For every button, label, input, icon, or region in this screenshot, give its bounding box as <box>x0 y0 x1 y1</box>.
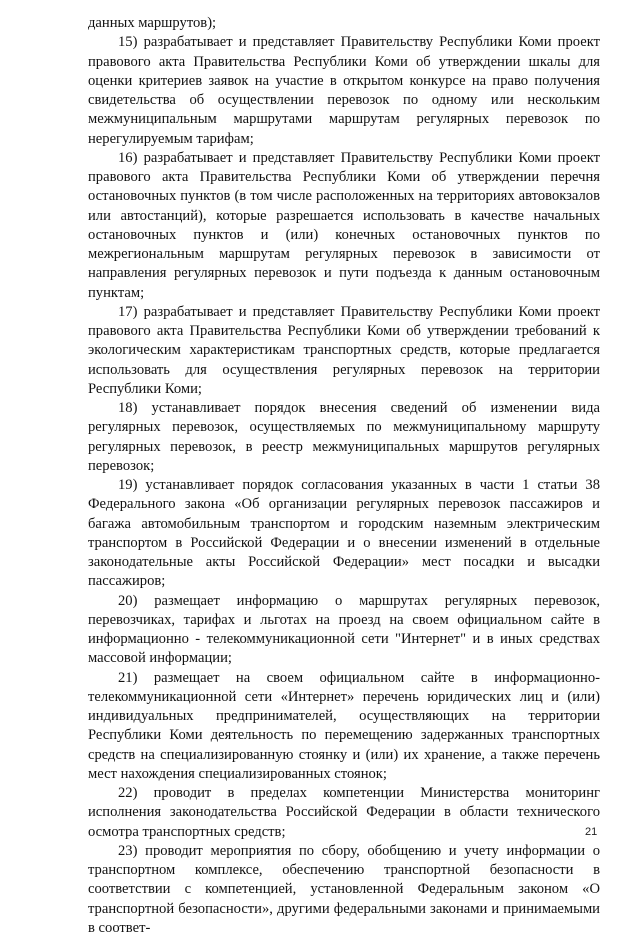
page-number: 21 <box>585 826 598 838</box>
paragraph-item-19: 19) устанавливает порядок согласования указанных в части 1 статьи 38 Федерального закона «Об организации регулярных перевозок пассажиров и багажа автомобильным транспортом и городским наземным электрическим транспортом в Российской Федерации и о внесении изменений в отдельные законодательные акты Российской Федерации» мест посадки и высадки пассажиров; <box>88 477 600 590</box>
paragraph-item-18: 18) устанавливает порядок внесения сведений об изменении вида регулярных перевозок, осуществляемых по межмуниципальному маршруту регулярных перевозок, в реестр межмуниципальных маршрутов регулярных перевозок; <box>88 400 600 474</box>
paragraph-item-21: 21) размещает на своем официальном сайте в информационно-телекоммуникационной сети «Интернет» перечень юридических лиц и (или) индивидуальных предпринимателей, осуществляющих на территории Республики Коми деятельность по перемещению задержанных транспортных средств на специализированную стоянку и (или) их хранение, а также перечень мест нахождения специализированных стоянок; <box>88 669 600 782</box>
paragraph-item-22: 22) проводит в пределах компетенции Министерства мониторинг исполнения законодательства Российской Федерации в области технического осмотра транспортных средств; <box>88 785 600 840</box>
paragraph-item-17: 17) разрабатывает и представляет Правительству Республики Коми проект правового акта Правительства Республики Коми об утверждении требований к экологическим характеристикам транспортных средств, которые предлагается использовать для осуществления регулярных перевозок на территории Республики Коми; <box>88 303 600 397</box>
paragraph-item-16: 16) разрабатывает и представляет Правительству Республики Коми проект правового акта Правительства Республики Коми об утверждении перечня остановочных пунктов (в том числе расположенных на территориях автовокзалов или автостанций), которые разрешается использовать в качестве начальных остановочных пунктов и (или) конечных остановочных пунктов по межрегиональным маршрутам регулярных перевозок в зависимости от направления регулярных перевозок и пути подъезда к данным остановочным пунктам; <box>88 149 600 301</box>
paragraph-item-20: 20) размещает информацию о маршрутах регулярных перевозок, перевозчиках, тарифах и льготах на проезд на своем официальном сайте в информационно - телекоммуникационной сети "Интернет" и в иных средствах массовой информации; <box>88 592 600 667</box>
paragraph-item-15: 15) разрабатывает и представляет Правительству Республики Коми проект правового акта Правительства Республики Коми об утверждении шкалы для оценки критериев заявок на участие в открытом конкурсе на право получения свидетельства об осуществлении перевозок по одному или нескольким межмуниципальным маршрутами маршрутам регулярных перевозок по нерегулируемым тарифам; <box>88 34 600 147</box>
paragraph-continuation: данных маршрутов); <box>88 15 217 31</box>
document-body <box>88 14 600 938</box>
paragraph-item-23: 23) проводит мероприятия по сбору, обобщению и учету информации о транспортном комплексе, обеспечению транспортной безопасности в соответствии с компетенцией, установленной Федеральным законом «О транспортной безопасности», другими федеральными законами и принимаемыми в соответ- <box>88 842 600 936</box>
